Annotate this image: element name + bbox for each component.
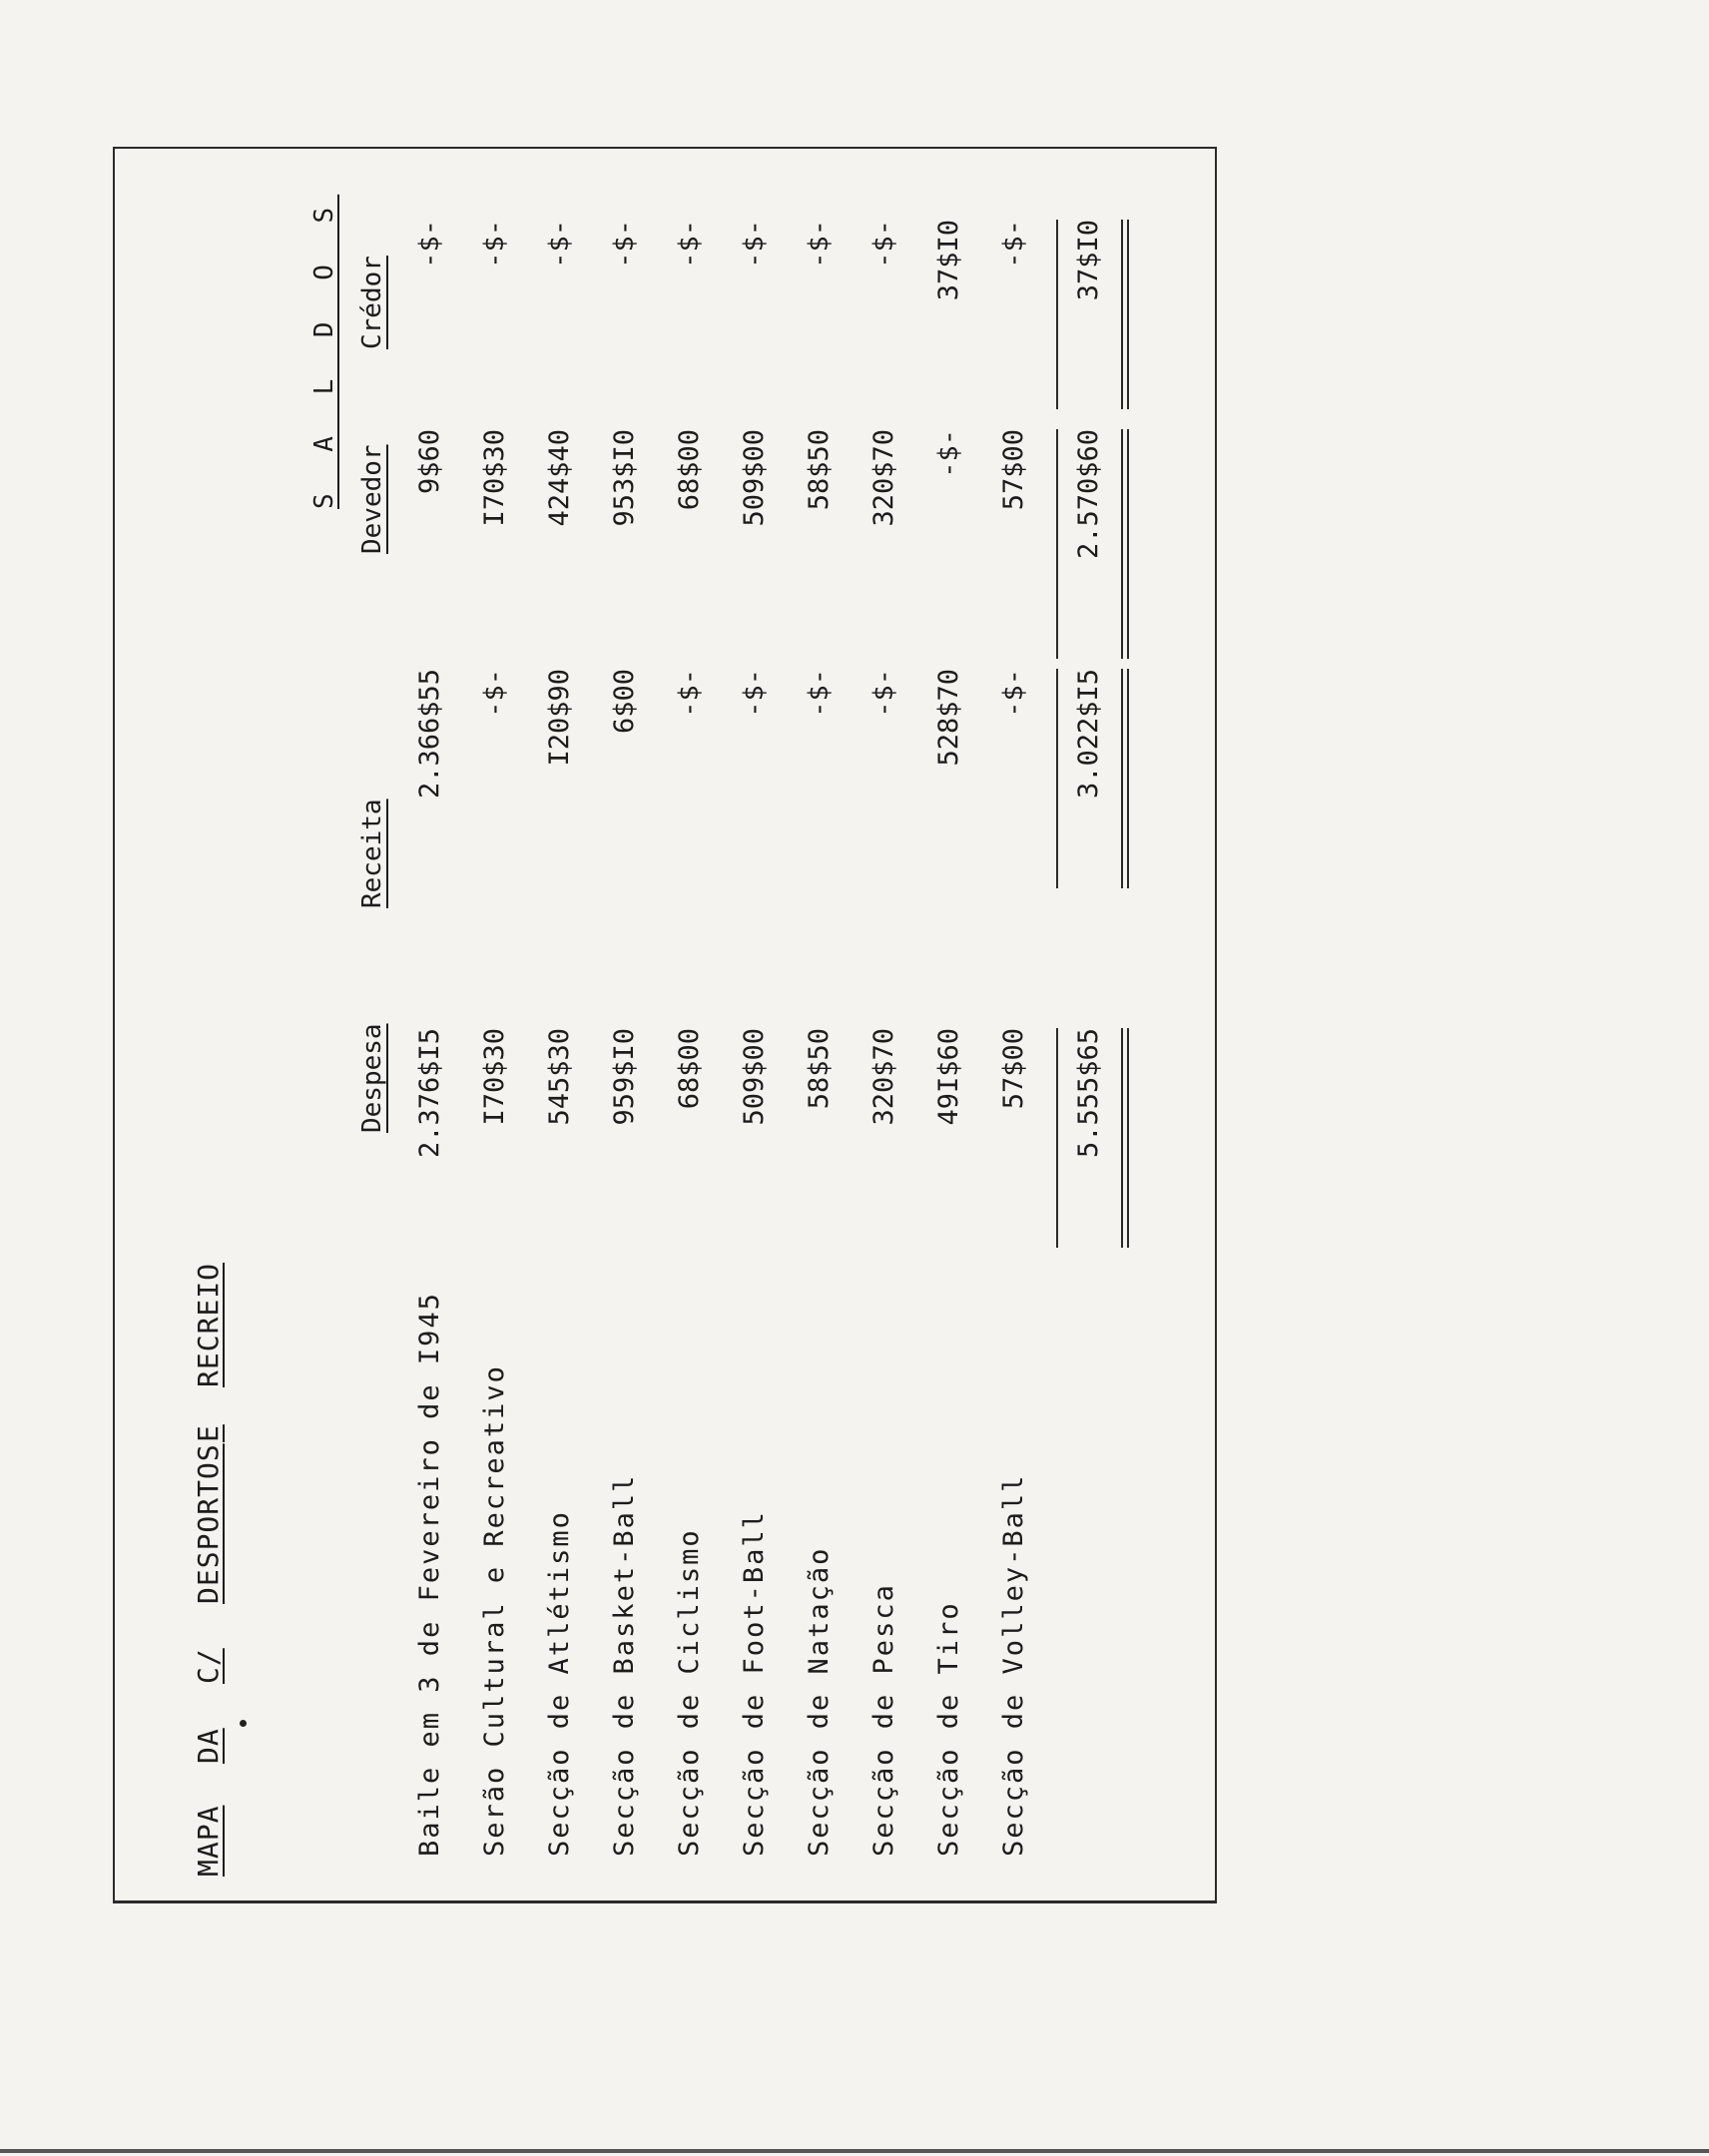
credor-value: -$- <box>674 220 705 269</box>
total-despesa: 5.555$65 <box>1073 1028 1104 1159</box>
receita-value: -$- <box>868 669 899 718</box>
total-double-rule <box>1127 1028 1129 1248</box>
devedor-value: 953$I0 <box>609 429 640 527</box>
title-word: DA <box>192 1728 225 1764</box>
devedor-value: 320$70 <box>868 429 899 527</box>
row-label: Secção de Tiro <box>933 1601 964 1857</box>
sum-rule <box>1056 669 1058 888</box>
total-double-rule <box>1121 220 1123 409</box>
title-word: MAPA <box>192 1805 225 1877</box>
row-label: Secção de Basket-Ball <box>609 1473 640 1857</box>
receita-value: -$- <box>674 669 705 718</box>
despesa-value: 545$30 <box>544 1028 575 1126</box>
table-row <box>998 190 1038 1886</box>
row-label: Secção de Atlétismo <box>544 1510 575 1857</box>
devedor-value: 9$60 <box>414 429 445 495</box>
credor-value: 37$I0 <box>933 220 964 301</box>
total-double-rule <box>1121 669 1123 888</box>
total-devedor: 2.570$60 <box>1073 429 1104 560</box>
receita-value: 528$70 <box>933 669 964 767</box>
totals-row <box>1073 190 1113 1886</box>
despesa-value: 959$I0 <box>609 1028 640 1126</box>
scan-edge <box>0 2149 1709 2153</box>
saldos-heading: S A L D O S <box>309 194 339 509</box>
row-label: Serão Cultural e Recreativo <box>479 1364 510 1857</box>
table-row <box>674 190 714 1886</box>
devedor-value: -$- <box>933 429 964 478</box>
sum-rule <box>1056 1028 1058 1248</box>
receita-header: Receita <box>357 799 387 908</box>
total-double-rule <box>1127 429 1129 659</box>
despesa-value: 320$70 <box>868 1028 899 1126</box>
credor-value: -$- <box>868 220 899 269</box>
credor-value: -$- <box>479 220 510 269</box>
devedor-header: Devedor <box>357 444 387 554</box>
row-label: Secção de Volley-Ball <box>998 1473 1029 1857</box>
table-row <box>804 190 844 1886</box>
credor-value: -$- <box>998 220 1029 269</box>
credor-value: -$- <box>739 220 770 269</box>
credor-header: Crédor <box>357 256 387 349</box>
despesa-value: I70$30 <box>479 1028 510 1126</box>
despesa-value: 68$00 <box>674 1028 705 1110</box>
sum-rule <box>1056 429 1058 659</box>
despesa-value: 2.376$I5 <box>414 1028 445 1159</box>
credor-value: -$- <box>414 220 445 269</box>
row-label: Secção de Foot-Ball <box>739 1510 770 1857</box>
receita-value: -$- <box>804 669 835 718</box>
title-word: RECREIO <box>192 1262 225 1387</box>
table-row <box>609 190 649 1886</box>
title-word: C/ <box>192 1648 225 1684</box>
row-label: Secção de Pesca <box>868 1583 899 1857</box>
table-row <box>933 190 973 1886</box>
table-row <box>739 190 779 1886</box>
row-label: Baile em 3 de Fevereiro de I945 <box>414 1292 445 1857</box>
table-row <box>868 190 908 1886</box>
total-double-rule <box>1121 1028 1123 1248</box>
devedor-value: 57$00 <box>998 429 1029 511</box>
total-double-rule <box>1127 220 1129 409</box>
ink-dot <box>240 1720 247 1727</box>
devedor-value: 68$00 <box>674 429 705 511</box>
total-receita: 3.022$I5 <box>1073 669 1104 800</box>
credor-value: -$- <box>609 220 640 269</box>
receita-value: -$- <box>739 669 770 718</box>
sum-rule <box>1056 220 1058 409</box>
receita-value: -$- <box>479 669 510 718</box>
title <box>192 190 232 1886</box>
title-word: DESPORTOS <box>192 1443 225 1604</box>
devedor-value: 424$40 <box>544 429 575 527</box>
row-label: Secção de Ciclismo <box>674 1528 705 1857</box>
credor-value: -$- <box>544 220 575 269</box>
credor-value: -$- <box>804 220 835 269</box>
receita-value: -$- <box>998 669 1029 718</box>
despesa-value: 49I$60 <box>933 1028 964 1126</box>
devedor-value: I70$30 <box>479 429 510 527</box>
total-double-rule <box>1121 429 1123 659</box>
despesa-value: 57$00 <box>998 1028 1029 1110</box>
total-double-rule <box>1127 669 1129 888</box>
ledger-sheet <box>130 190 1178 1886</box>
title-word: E <box>192 1424 225 1442</box>
despesa-value: 58$50 <box>804 1028 835 1110</box>
row-label: Secção de Natação <box>804 1546 835 1857</box>
devedor-value: 58$50 <box>804 429 835 511</box>
receita-value: 6$00 <box>609 669 640 735</box>
receita-value: 2.366$55 <box>414 669 445 800</box>
table-row <box>479 190 519 1886</box>
table-row <box>544 190 584 1886</box>
receita-value: I20$90 <box>544 669 575 767</box>
despesa-header: Despesa <box>357 1023 387 1133</box>
devedor-value: 509$00 <box>739 429 770 527</box>
table-row <box>414 190 454 1886</box>
total-credor: 37$I0 <box>1073 220 1104 301</box>
despesa-value: 509$00 <box>739 1028 770 1126</box>
